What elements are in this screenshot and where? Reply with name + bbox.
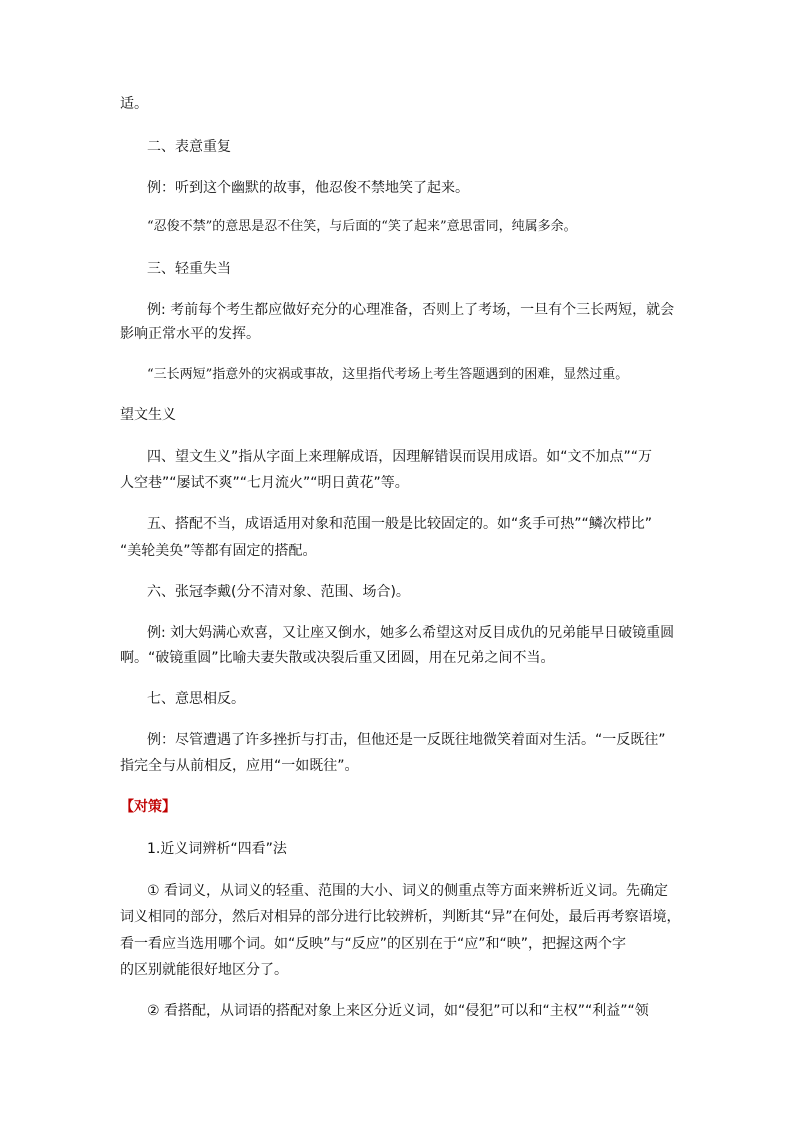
paragraph-line: 的区别就能很好地区分了。 (120, 962, 288, 978)
paragraph-line: 适。 (120, 96, 148, 112)
subsection-heading: 1.近义词辨析“四看”法 (147, 841, 287, 857)
explanation-line: “三长两短”指意外的灾祸或事故，这里指代考场上考生答题遇到的困难，显然过重。 (147, 367, 629, 382)
paragraph-line: 五、搭配不当，成语适用对象和范围一般是比较固定的。如“炙手可热”“鳞次栉比” (147, 516, 653, 532)
example-line: 例: 考前每个考生都应做好充分的心理准备，否则上了考场，一旦有个三长两短，就会 (147, 302, 675, 318)
example-line: 指完全与从前相反，应用“一如既往”。 (120, 758, 359, 774)
example-line: 例：听到这个幽默的故事，他忍俊不禁地笑了起来。 (147, 180, 469, 196)
section-heading: 三、轻重失当 (147, 261, 231, 277)
section-heading: 七、意思相反。 (147, 691, 245, 707)
section-heading: 六、张冠李戴(分不清对象、范围、场合)。 (147, 584, 410, 600)
paragraph-line: ① 看词义，从词义的轻重、范围的大小、词义的侧重点等方面来辨析近义词。先确定 (147, 883, 668, 899)
paragraph-line: “美轮美奂”等都有固定的搭配。 (120, 543, 317, 559)
section-heading: 二、表意重复 (147, 139, 231, 155)
paragraph-line: 看一看应当选用哪个词。如“反映”与“反应”的区别在于“应”和“映”，把握这两个字 (120, 936, 627, 952)
paragraph-line: ② 看搭配，从词语的搭配对象上来区分近义词，如“侵犯”可以和“主权”“利益”“领 (147, 1003, 649, 1019)
paragraph-line: 人空巷”“屡试不爽”“七月流火”“明日黄花”等。 (120, 475, 409, 491)
section-heading: 望文生义 (120, 407, 176, 423)
paragraph-line: 词义相同的部分，然后对相异的部分进行比较辨析，判断其“异”在何处，最后再考察语境， (120, 909, 681, 925)
example-line: 例: 刘大妈满心欢喜，又让座又倒水，她多么希望这对反目成仇的兄弟能早日破镜重圆 (147, 625, 675, 641)
paragraph-line: 四、望文生义”指从字面上来理解成语，因理解错误而误用成语。如“文不加点”“万 (147, 449, 653, 465)
explanation-line: “忍俊不禁”的意思是忍不住笑，与后面的“笑了起来”意思雷同，纯属多余。 (147, 219, 577, 234)
example-line: 影响正常水平的发挥。 (120, 326, 260, 342)
example-line: 啊。“破镜重圆”比喻夫妻失散或决裂后重又团圆，用在兄弟之间不当。 (120, 650, 555, 666)
example-line: 例：尽管遭遇了许多挫折与打击，但他还是一反既往地微笑着面对生活。“一反既往” (147, 732, 666, 748)
strategy-heading: 【对策】 (120, 799, 176, 815)
